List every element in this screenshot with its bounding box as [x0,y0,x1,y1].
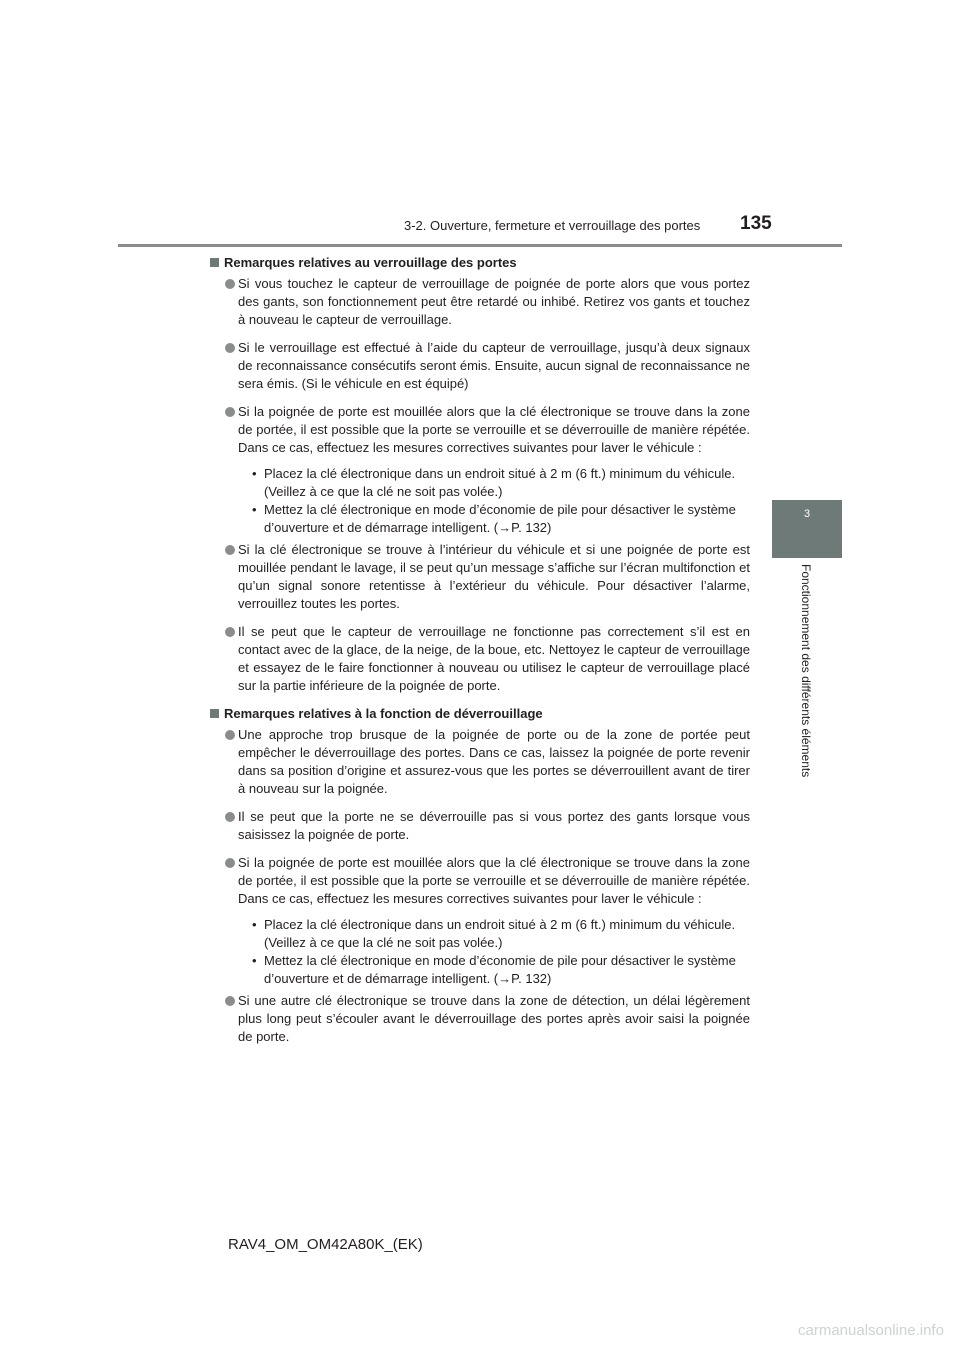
page-header [0,0,960,250]
sub-list-item-text: Mettez la clé électronique en mode d’économie de pile pour désactiver le système d’ouverture et de démarrage intelligent. (→P. 132) [264,502,736,535]
header-divider [118,244,842,247]
chapter-label: Fonctionnement des différents éléments [799,564,813,778]
list-item-text: Si la poignée de porte est mouillée alors que la clé électronique se trouve dans la zone de portée, il est possible que la porte se verrouille et se déverrouille de manière répétée. Dans ce cas, effectuez les mesures correctives suivantes pour laver le véhicule : [238,855,750,906]
list-item-text: Il se peut que le capteur de verrouillage ne fonctionne pas correctement s’il est en contact avec de la glace, de la neige, de la boue, etc. Nettoyez le capteur de verrouillage et essayez de le faire fonctionner à nouveau ou utilisez le capteur de verrouillage placé sur la partie inférieure de la poignée de porte. [238,624,750,693]
sub-list-item-text: Placez la clé électronique dans un endroit situé à 2 m (6 ft.) minimum du véhicule. (Veillez à ce que la clé ne soit pas volée.) [264,917,736,950]
list-item [210,808,750,844]
sub-list [210,465,750,537]
section-heading [210,705,750,723]
list-item-text: Si la clé électronique se trouve à l’intérieur du véhicule et si une poignée de porte est mouillée pendant le lavage, il se peut qu’un message s’affiche sur l’écran multifonction et qu’un signal sonore retentisse à l’extérieur du véhicule. Pour désactiver l’alarme, verrouillez toutes les portes. [238,542,750,611]
list-item-text: Une approche trop brusque de la poignée de porte ou de la zone de portée peut empêcher le déverrouillage des portes. Dans ce cas, laissez la poignée de porte revenir dans sa position d’origine et assurez-vous que les portes se déverrouillent avant de tirer à nouveau sur la poignée. [238,727,750,796]
list-item-text: Il se peut que la porte ne se déverrouille pas si vous portez des gants lorsque vous saisissez la poignée de porte. [238,809,750,842]
square-bullet-icon [210,258,219,267]
list-item [210,854,750,908]
list-item-text: Si vous touchez le capteur de verrouillage de poignée de porte alors que vous portez des gants, son fonctionnement peut être retardé ou inhibé. Retirez vos gants et touchez à nouveau le capteur de verrouillage. [238,276,750,327]
small-dot-icon: • [252,917,257,932]
list-item-text: Si une autre clé électronique se trouve dans la zone de détection, un délai légèrement plus long peut s’écouler avant le déverrouillage des portes après avoir saisi la poignée de porte. [238,993,750,1044]
small-dot-icon: • [252,953,257,968]
circle-bullet-icon [225,627,235,637]
circle-bullet-icon [225,858,235,868]
page-number: 135 [740,213,772,234]
list-item [210,403,750,457]
chapter-number: 3 [803,508,811,520]
list-item [210,339,750,393]
list-item-text: Si le verrouillage est effectué à l’aide du capteur de verrouillage, jusqu’à deux signaux de reconnaissance consécutifs seront émis. Ensuite, aucun signal de reconnaissance ne sera émis. (Si le véhicule en est équipé) [238,340,750,391]
sub-list-item [210,501,750,537]
list-item [210,726,750,798]
list-item [210,992,750,1046]
sub-list-item [210,465,750,501]
circle-bullet-icon [225,996,235,1006]
circle-bullet-icon [225,812,235,822]
small-dot-icon: • [252,466,257,481]
list-item-text: Si la poignée de porte est mouillée alors que la clé électronique se trouve dans la zone de portée, il est possible que la porte se verrouille et se déverrouille de manière répétée. Dans ce cas, effectuez les mesures correctives suivantes pour laver le véhicule : [238,404,750,455]
circle-bullet-icon [225,279,235,289]
chapter-tab [772,500,842,558]
circle-bullet-icon [225,343,235,353]
section-heading [210,254,750,272]
sub-list [210,916,750,988]
list-item [210,275,750,329]
sub-list-item [210,952,750,988]
watermark: carmanualsonline.info [798,1322,944,1339]
circle-bullet-icon [225,730,235,740]
list-item [210,623,750,695]
circle-bullet-icon [225,407,235,417]
circle-bullet-icon [225,545,235,555]
section-heading-text: Remarques relatives à la fonction de déverrouillage [224,706,543,721]
page-content [210,254,750,1056]
sub-list-item-text: Mettez la clé électronique en mode d’économie de pile pour désactiver le système d’ouverture et de démarrage intelligent. (→P. 132) [264,953,736,986]
sub-list-item [210,916,750,952]
sub-list-item-text: Placez la clé électronique dans un endroit situé à 2 m (6 ft.) minimum du véhicule. (Veillez à ce que la clé ne soit pas volée.) [264,466,736,499]
section-heading-text: Remarques relatives au verrouillage des portes [224,255,517,270]
document-code: RAV4_OM_OM42A80K_(EK) [228,1236,423,1253]
list-item [210,541,750,613]
square-bullet-icon [210,709,219,718]
section-title: 3-2. Ouverture, fermeture et verrouillage des portes [404,218,701,233]
small-dot-icon: • [252,502,257,517]
